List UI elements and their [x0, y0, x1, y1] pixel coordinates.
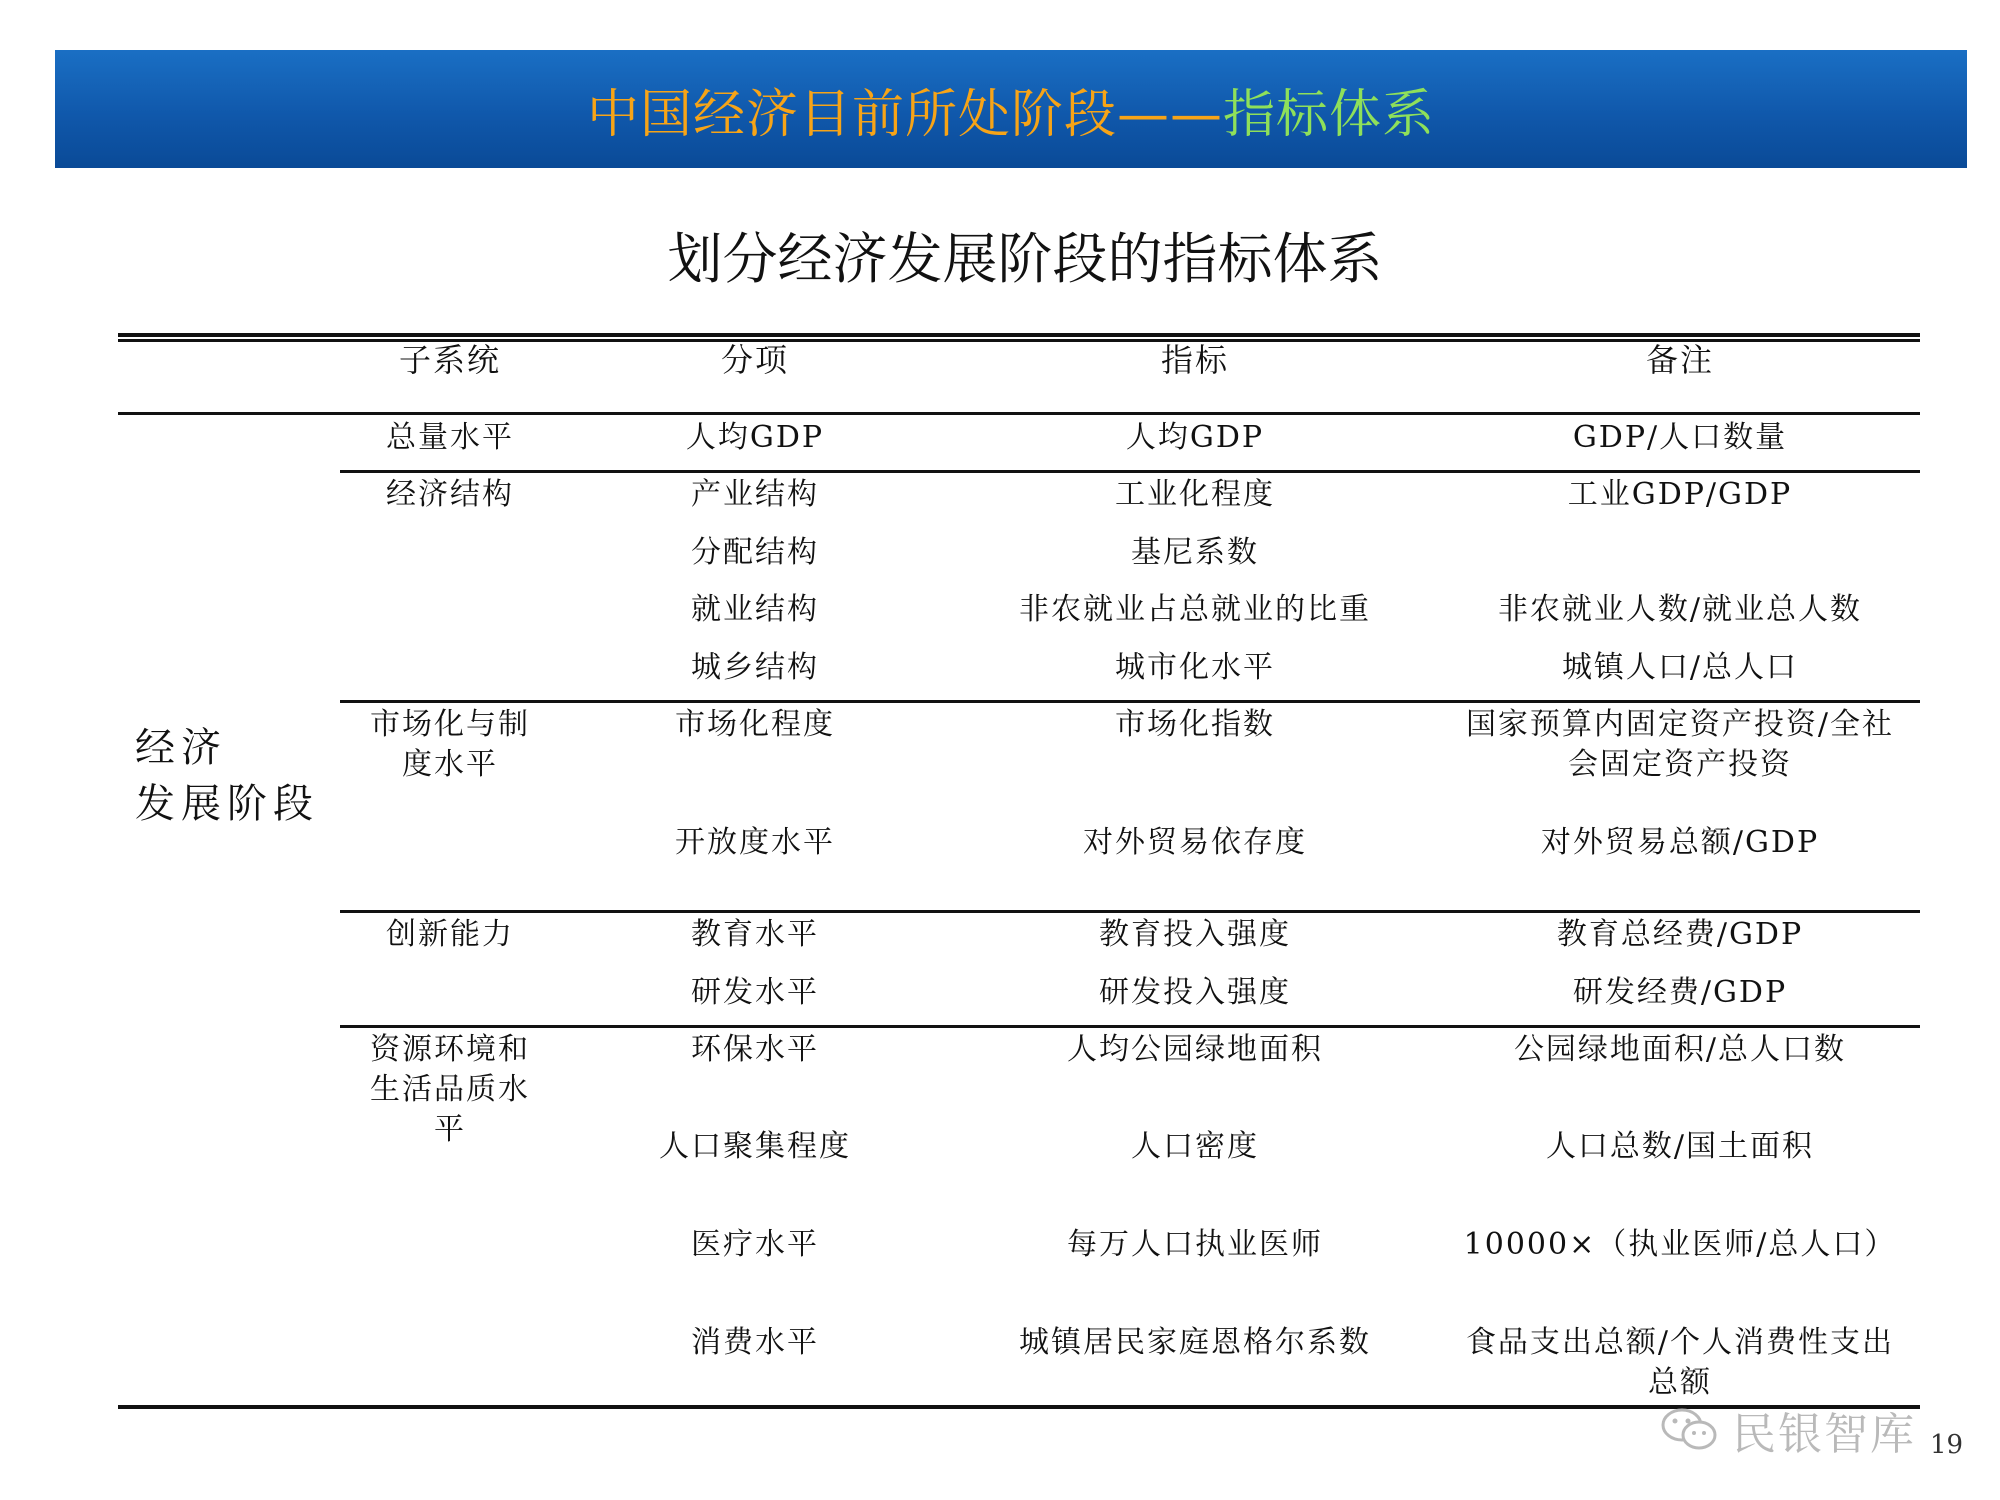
- item-cell-line: 市场化程度: [675, 707, 835, 742]
- header-indicator: [985, 340, 1405, 380]
- subsystem-cell-line: 市场化与制: [370, 707, 530, 742]
- header-item-line: 分项: [720, 341, 789, 379]
- indicator-cell: [985, 1225, 1405, 1265]
- item-cell-line: 分配结构: [691, 535, 819, 570]
- remark-cell-line: 会固定资产投资: [1568, 747, 1792, 782]
- remark-cell-line: 研发经费/GDP: [1572, 975, 1788, 1010]
- indicator-cell-line: 对外贸易依存度: [1083, 825, 1307, 860]
- item-cell: [605, 1127, 905, 1167]
- watermark-text: 民银智库: [1732, 1409, 1916, 1460]
- indicator-cell-line: 基尼系数: [1131, 535, 1259, 570]
- header-subsystem-line: 子系统: [398, 341, 501, 379]
- item-cell-line: 就业结构: [691, 592, 819, 627]
- indicator-cell-line: 教育投入强度: [1099, 917, 1291, 952]
- slide-title-part2: 指标体系: [1223, 84, 1436, 145]
- group-separator: [340, 1025, 1920, 1028]
- page-number: 19: [1930, 1430, 1964, 1460]
- item-cell: [605, 705, 905, 745]
- header-item: [605, 340, 905, 380]
- item-cell: [605, 915, 905, 955]
- indicator-cell: [985, 590, 1405, 630]
- remark-cell: [1440, 915, 1920, 955]
- group-separator: [340, 470, 1920, 473]
- indicator-cell-line: 每万人口执业医师: [1067, 1227, 1323, 1262]
- item-cell-line: 城乡结构: [691, 650, 819, 685]
- watermark: [1660, 1398, 1916, 1462]
- item-cell-line: 研发水平: [691, 975, 819, 1010]
- subsystem-cell-line: 经济结构: [386, 477, 514, 512]
- stage-label-line1: 经济: [135, 725, 227, 771]
- remark-cell: [1440, 705, 1920, 785]
- item-cell-line: 人均GDP: [685, 420, 825, 455]
- item-cell: [605, 590, 905, 630]
- remark-cell-line: 公园绿地面积/总人口数: [1513, 1032, 1847, 1067]
- wechat-icon: [1660, 1405, 1720, 1455]
- remark-cell-line: GDP/人口数量: [1572, 420, 1788, 455]
- title-banner: [55, 50, 1967, 168]
- header-indicator-line: 指标: [1160, 341, 1229, 379]
- indicator-cell: [985, 648, 1405, 688]
- header-remark: [1440, 340, 1920, 380]
- remark-cell: [1440, 973, 1920, 1013]
- remark-cell: [1440, 1225, 1920, 1265]
- header-subsystem: [330, 340, 570, 380]
- item-cell: [605, 1225, 905, 1265]
- item-cell-line: 环保水平: [691, 1032, 819, 1067]
- subsystem-cell-line: 度水平: [402, 747, 498, 782]
- indicator-cell-line: 人口密度: [1131, 1129, 1259, 1164]
- item-cell-line: 产业结构: [691, 477, 819, 512]
- item-cell-line: 教育水平: [691, 917, 819, 952]
- remark-cell-line: 对外贸易总额/GDP: [1540, 825, 1820, 860]
- item-cell: [605, 823, 905, 863]
- header-remark-line: 备注: [1645, 341, 1714, 379]
- remark-cell-line: 工业GDP/GDP: [1567, 477, 1793, 512]
- remark-cell-line: 10000×（执业医师/总人口）: [1463, 1227, 1897, 1262]
- item-cell: [605, 973, 905, 1013]
- indicator-cell: [985, 973, 1405, 1013]
- slide-title-part1: 中国经济目前所处阶段——: [586, 84, 1223, 145]
- indicator-cell-line: 工业化程度: [1115, 477, 1275, 512]
- indicator-cell: [985, 1127, 1405, 1167]
- subsystem-cell-line: 创新能力: [386, 917, 514, 952]
- item-cell: [605, 475, 905, 515]
- item-cell-line: 开放度水平: [675, 825, 835, 860]
- indicator-cell-line: 城市化水平: [1115, 650, 1275, 685]
- indicator-cell: [985, 705, 1405, 745]
- indicator-cell-line: 研发投入强度: [1099, 975, 1291, 1010]
- remark-cell: [1440, 1030, 1920, 1070]
- subsystem-cell-line: 总量水平: [386, 420, 514, 455]
- stage-label-line2: 发展阶段: [135, 781, 319, 827]
- item-cell: [605, 1323, 905, 1363]
- item-cell-line: 消费水平: [691, 1325, 819, 1360]
- item-cell-line: 人口聚集程度: [659, 1129, 851, 1164]
- remark-cell: [1440, 823, 1920, 863]
- indicator-cell-line: 城镇居民家庭恩格尔系数: [1019, 1325, 1371, 1360]
- indicator-cell: [985, 533, 1405, 573]
- item-cell-line: 医疗水平: [691, 1227, 819, 1262]
- remark-cell-line: 食品支出总额/个人消费性支出: [1465, 1325, 1895, 1360]
- remark-cell: [1440, 648, 1920, 688]
- group-separator: [340, 700, 1920, 703]
- indicator-cell-line: 非农就业占总就业的比重: [1019, 592, 1371, 627]
- remark-cell: [1440, 1323, 1920, 1403]
- subsystem-cell: [330, 1030, 570, 1150]
- item-cell: [605, 418, 905, 458]
- remark-cell-line: 教育总经费/GDP: [1556, 917, 1804, 952]
- table-bottom-rule: [118, 1405, 1920, 1409]
- subsystem-cell-line: 平: [434, 1112, 466, 1147]
- remark-cell-line: 非农就业人数/就业总人数: [1497, 592, 1863, 627]
- header-bottom-rule: [118, 412, 1920, 415]
- remark-cell: [1440, 590, 1920, 630]
- remark-cell-line: 城镇人口/总人口: [1561, 650, 1799, 685]
- indicator-cell: [985, 1030, 1405, 1070]
- indicator-cell: [985, 1323, 1405, 1363]
- indicator-cell: [985, 475, 1405, 515]
- item-cell: [605, 648, 905, 688]
- item-cell: [605, 533, 905, 573]
- remark-cell: [1440, 1127, 1920, 1167]
- stage-label: [135, 720, 319, 832]
- remark-cell-line: 总额: [1648, 1365, 1712, 1400]
- indicator-cell-line: 人均GDP: [1125, 420, 1265, 455]
- table-subtitle: 划分经济发展阶段的指标体系: [667, 227, 1383, 291]
- indicator-cell: [985, 823, 1405, 863]
- indicator-cell-line: 市场化指数: [1115, 707, 1275, 742]
- subsystem-cell: [330, 915, 570, 955]
- slide-title: [587, 72, 1435, 147]
- table-top-rule: [118, 333, 1920, 337]
- item-cell: [605, 1030, 905, 1070]
- group-separator: [340, 910, 1920, 913]
- remark-cell: [1440, 475, 1920, 515]
- subsystem-cell-line: 资源环境和: [370, 1032, 530, 1067]
- indicator-cell: [985, 915, 1405, 955]
- indicator-cell-line: 人均公园绿地面积: [1067, 1032, 1323, 1067]
- remark-cell: [1440, 418, 1920, 458]
- subsystem-cell: [330, 418, 570, 458]
- subsystem-cell: [330, 475, 570, 515]
- subsystem-cell-line: 生活品质水: [370, 1072, 530, 1107]
- subsystem-cell: [330, 705, 570, 785]
- remark-cell-line: 国家预算内固定资产投资/全社: [1465, 707, 1895, 742]
- remark-cell-line: 人口总数/国土面积: [1545, 1129, 1815, 1164]
- indicator-cell: [985, 418, 1405, 458]
